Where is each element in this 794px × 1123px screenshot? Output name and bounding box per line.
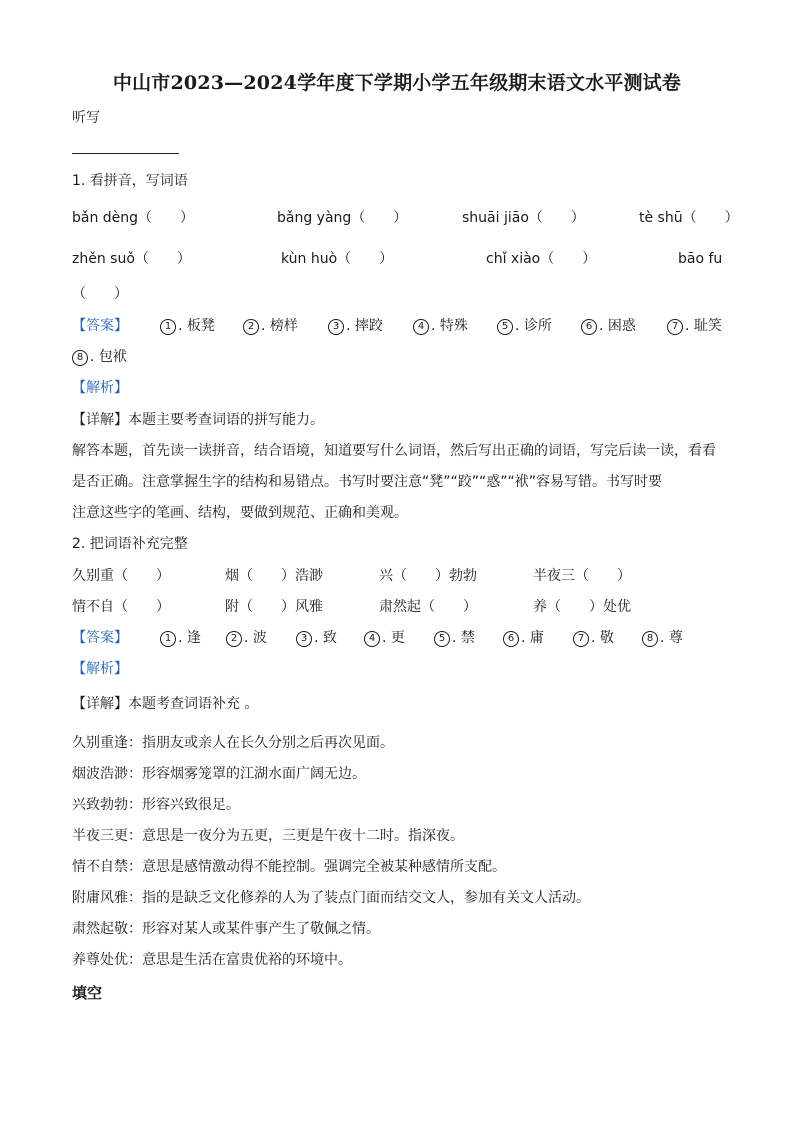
q2-answer-item [642,628,683,648]
q2-idiom-item: 养（ ）处优 [533,599,631,615]
answer-text: . 逢 [178,630,201,646]
q2-idiom-item: 肃然起（ ） [379,599,477,615]
q2-answer-item [226,628,267,648]
q1-analysis-label: 【解析】 [72,380,128,396]
answer-text: . 庸 [521,630,544,646]
answer-text: . 波 [244,630,267,646]
q2-answer-item [296,628,337,648]
q1-answer-item [160,316,215,336]
section-fill-heading: 填空 [72,984,103,1002]
q2-explanation: 附庸风雅：指的是缺乏文化修养的人为了装点门面而结交文人，参加有关文人活动。 [72,890,590,906]
circled-number: 4 [413,319,429,335]
circled-number: 3 [328,319,344,335]
q2-detail: 【详解】本题考查词语补充 。 [72,696,259,712]
q2-idiom-item: 烟（ ）浩渺 [225,568,323,584]
answer-text: . 困惑 [599,318,636,334]
answer-text: . 尊 [660,630,683,646]
answer-text: . 禁 [452,630,475,646]
q2-answer-item [364,628,405,648]
answer-text: . 包袱 [90,349,127,365]
section-listen-heading: 听写 [72,110,100,126]
q1-answer-item [667,316,722,336]
answer-text: . 榜样 [261,318,298,334]
circled-number: 7 [573,631,589,647]
q2-idiom-item: 半夜三（ ） [533,568,631,584]
q1-answer-item [413,316,468,336]
circled-number: 8 [642,631,658,647]
answer-text: . 板凳 [178,318,215,334]
circled-number: 3 [296,631,312,647]
q1-pinyin-item: bāo fu [678,251,723,267]
answer-text: . 特殊 [431,318,468,334]
divider [72,153,179,154]
q1-answer-item [497,316,552,336]
q1-pinyin-item: kùn huò（ ） [281,251,394,267]
answer-text: . 致 [314,630,337,646]
q1-pinyin-item: shuāi jiāo（ ） [462,210,585,226]
q2-answer-item [434,628,475,648]
answer-text: . 诊所 [515,318,552,334]
circled-number: 4 [364,631,380,647]
answer-text: . 敬 [591,630,614,646]
q1-pinyin-item: bǎng yàng（ ） [277,210,408,226]
q2-explanation: 兴致勃勃：形容兴致很足。 [72,797,240,813]
answer-text: . 更 [382,630,405,646]
q1-answer-item [581,316,636,336]
q1-detail: 【详解】本题主要考查词语的拼写能力。 [72,412,324,428]
q2-explanation: 烟波浩渺：形容烟雾笼罩的江湖水面广阔无边。 [72,766,366,782]
q1-analysis-text: 解答本题，首先读一读拼音，结合语境，知道要写什么词语，然后写出正确的词语，写完后读一读，看看 [72,443,716,459]
q2-answer-item [573,628,614,648]
q2-idiom-item: 兴（ ）勃勃 [379,568,477,584]
q1-analysis-text: 注意这些字的笔画、结构，要做到规范、正确和美观。 [72,505,408,521]
q2-idiom-item: 久别重（ ） [72,568,170,584]
circled-number: 2 [226,631,242,647]
page-title: 中山市2023—2024学年度下学期小学五年级期末语文水平测试卷 [112,72,682,94]
q2-explanation: 养尊处优：意思是生活在富贵优裕的环境中。 [72,952,352,968]
q1-answer-item [72,347,127,367]
q1-pinyin-blank: （ ） [72,286,128,302]
circled-number: 7 [667,319,683,335]
q2-answer-item [503,628,544,648]
circled-number: 1 [160,631,176,647]
q1-pinyin-item: tè shū（ ） [639,210,739,226]
q2-explanation: 情不自禁：意思是感情激动得不能控制。强调完全被某种感情所支配。 [72,859,506,875]
circled-number: 8 [72,350,88,366]
answer-text: . 摔跤 [346,318,383,334]
circled-number: 6 [581,319,597,335]
q2-explanation: 肃然起敬：形容对某人或某件事产生了敬佩之情。 [72,921,380,937]
q2-idiom-item: 情不自（ ） [72,599,170,615]
answer-text: . 耻笑 [685,318,722,334]
q2-explanation: 久别重逢：指朋友或亲人在长久分别之后再次见面。 [72,735,394,751]
q1-heading: 1. 看拼音，写词语 [72,173,188,189]
q1-answer-label: 【答案】 [72,318,128,334]
circled-number: 1 [160,319,176,335]
q2-answer-label: 【答案】 [72,630,128,646]
q2-idiom-item: 附（ ）风雅 [225,599,323,615]
q2-explanation: 半夜三更：意思是一夜分为五更，三更是午夜十二时。指深夜。 [72,828,464,844]
circled-number: 6 [503,631,519,647]
q2-heading: 2. 把词语补充完整 [72,536,188,552]
circled-number: 5 [434,631,450,647]
q1-analysis-text: 是否正确。注意掌握生字的结构和易错点。书写时要注意“凳”“跤”“惑”“袱”容易写错。书写时要 [72,474,663,490]
q1-pinyin-item: zhěn suǒ（ ） [72,251,191,267]
q1-pinyin-item: bǎn dèng（ ） [72,210,195,226]
circled-number: 2 [243,319,259,335]
q1-answer-item [243,316,298,336]
q2-answer-item [160,628,201,648]
circled-number: 5 [497,319,513,335]
q1-answer-item [328,316,383,336]
q1-pinyin-item: chǐ xiào（ ） [486,251,597,267]
q2-analysis-label: 【解析】 [72,661,128,677]
